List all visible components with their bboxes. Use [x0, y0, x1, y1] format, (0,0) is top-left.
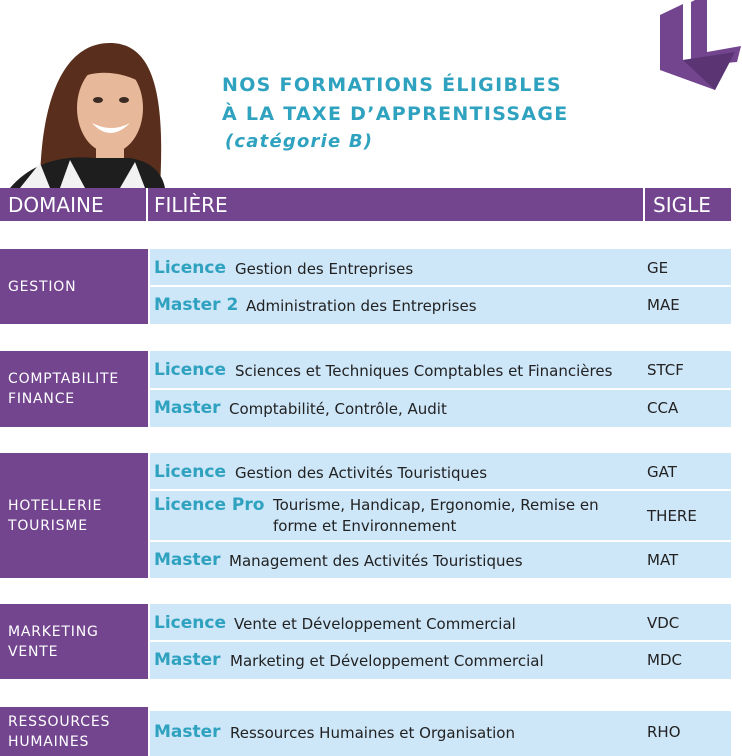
- sigle-label: MAE: [647, 296, 680, 314]
- table-row: [150, 287, 731, 324]
- table-row: [150, 642, 731, 679]
- group-hotellerie-tourisme: [0, 453, 731, 578]
- student-photo: [0, 38, 165, 188]
- sigle-label: RHO: [647, 723, 681, 741]
- degree-label: Master 2: [154, 295, 239, 315]
- degree-label: Master: [154, 722, 221, 742]
- sigle-label: MAT: [647, 551, 679, 569]
- degree-label: Licence: [154, 462, 226, 482]
- sigle-label: MDC: [647, 651, 682, 669]
- title-line-1: NOS FORMATIONS ÉLIGIBLES: [222, 74, 562, 96]
- degree-label: Licence: [154, 258, 226, 278]
- table-header: [0, 188, 731, 221]
- domain-label: GESTION: [0, 249, 148, 324]
- table-row: [150, 542, 731, 578]
- domain-label: COMPTABILITE FINANCE: [0, 351, 148, 427]
- program-label: Gestion des Activités Touristiques: [235, 464, 488, 482]
- degree-label: Licence: [154, 613, 226, 633]
- title-line-2: À LA TAXE D’APPRENTISSAGE: [222, 103, 569, 125]
- group-marketing-vente: [0, 604, 731, 679]
- table-row: [150, 453, 731, 489]
- table-row: [150, 390, 731, 427]
- header-sigle: SIGLE: [645, 188, 731, 221]
- degree-label: Licence: [154, 360, 226, 380]
- degree-label: Master: [154, 550, 221, 570]
- page-title: [222, 71, 569, 155]
- degree-label: Master: [154, 398, 221, 418]
- program-label: Comptabilité, Contrôle, Audit: [229, 400, 447, 418]
- sigle-label: GAT: [647, 463, 677, 481]
- program-label: Ressources Humaines et Organisation: [230, 724, 515, 742]
- program-label: Sciences et Techniques Comptables et Financières: [235, 362, 613, 380]
- group-ressources-humaines: [0, 707, 731, 756]
- sigle-label: VDC: [647, 614, 680, 632]
- program-label: Gestion des Entreprises: [235, 260, 414, 278]
- table-row: [150, 491, 731, 540]
- table-row: [150, 604, 731, 640]
- sigle-label: CCA: [647, 399, 679, 417]
- program-label: Administration des Entreprises: [246, 297, 477, 315]
- program-label: Marketing et Développement Commercial: [230, 652, 544, 670]
- sigle-label: THERE: [647, 507, 697, 525]
- header-filiere: FILIÈRE: [148, 188, 643, 221]
- domain-label: HOTELLERIE TOURISME: [0, 453, 148, 578]
- table-row: [150, 351, 731, 388]
- table-row: [150, 711, 731, 756]
- table-row: [150, 249, 731, 285]
- group-comptabilite-finance: [0, 351, 731, 427]
- domain-label: RESSOURCES HUMAINES: [0, 707, 148, 756]
- domain-label: MARKETING VENTE: [0, 604, 148, 679]
- sigle-label: GE: [647, 259, 669, 277]
- program-label: Tourisme, Handicap, Ergonomie, Remise en forme et Environnement: [273, 496, 599, 535]
- degree-label: Master: [154, 650, 221, 670]
- degree-label: Licence Pro: [154, 495, 265, 515]
- program-label: Management des Activités Touristiques: [229, 552, 523, 570]
- header-domaine: DOMAINE: [0, 188, 146, 221]
- sigle-label: STCF: [647, 361, 684, 379]
- title-line-3: (catégorie B): [225, 131, 374, 152]
- program-label: Vente et Développement Commercial: [234, 615, 516, 633]
- institution-logo: [655, 0, 742, 95]
- group-gestion: [0, 249, 731, 324]
